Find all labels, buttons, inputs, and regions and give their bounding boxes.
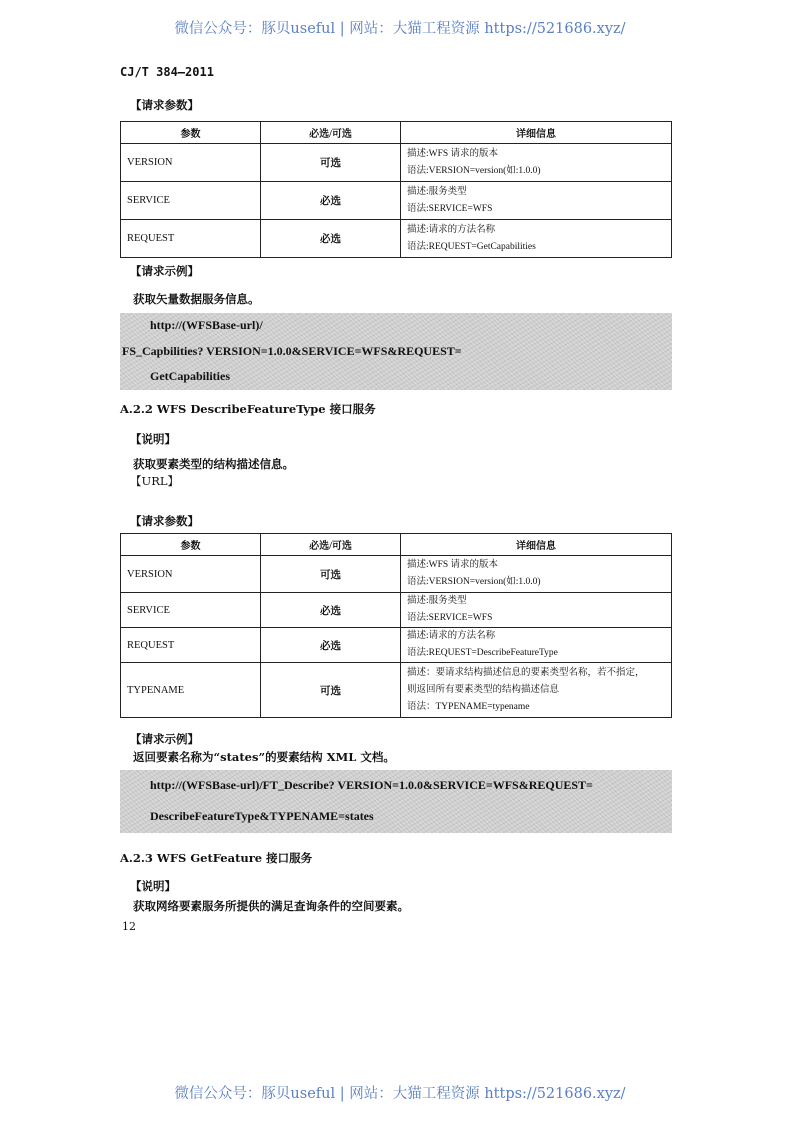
param-required: 必选: [261, 182, 401, 220]
params-table-2: [120, 533, 672, 718]
param-required: 必选: [261, 628, 401, 663]
header-required: 必选/可选: [261, 534, 401, 556]
table-row: [121, 593, 672, 628]
param-syntax: 语法:SERVICE=WFS: [407, 613, 493, 623]
page-number: 12: [122, 920, 136, 933]
param-name: REQUEST: [121, 220, 261, 258]
param-name: VERSION: [121, 144, 261, 182]
table-row: [121, 182, 672, 220]
code-line: http://(WFSBase-url)/: [150, 318, 263, 332]
param-syntax: 语法:SERVICE=WFS: [407, 203, 493, 214]
param-desc: 描述:请求的方法名称: [407, 224, 496, 235]
example-label-1: 【请求示例】: [130, 264, 199, 278]
param-desc: 描述:服务类型: [407, 186, 467, 197]
param-detail: [401, 663, 672, 718]
param-desc: 则返回所有要素类型的结构描述信息: [407, 684, 560, 695]
url-label: 【URL】: [130, 474, 179, 488]
header-param: 参数: [121, 534, 261, 556]
table-header-row: [121, 122, 672, 144]
param-syntax: 语法:VERSION=version(如:1.0.0): [407, 165, 541, 176]
param-name: SERVICE: [121, 593, 261, 628]
param-required: 必选: [261, 593, 401, 628]
param-required: 必选: [261, 220, 401, 258]
watermark-bottom: 微信公众号：豚贝useful | 网站：大猫工程资源 https://521686.xyz/: [174, 1086, 626, 1102]
param-detail: [401, 556, 672, 593]
param-syntax: 语法:REQUEST=DescribeFeatureType: [407, 648, 558, 658]
header-required: 必选/可选: [261, 122, 401, 144]
params-label-1: 【请求参数】: [130, 98, 199, 112]
param-desc: 描述:请求的方法名称: [407, 631, 496, 641]
desc-label-3: 【说明】: [130, 879, 176, 893]
section-heading-a22: A.2.2 WFS DescribeFeatureType 接口服务: [120, 402, 376, 416]
param-desc: 描述:WFS 请求的版本: [407, 560, 499, 570]
params-table-1: [120, 121, 672, 258]
code-block-2: [120, 770, 672, 833]
desc-label-2: 【说明】: [130, 432, 176, 446]
example-label-2: 【请求示例】: [130, 732, 199, 746]
desc-text-2: 获取要素类型的结构描述信息。: [133, 457, 294, 471]
param-required: 可选: [261, 663, 401, 718]
param-required: 可选: [261, 556, 401, 593]
standard-code: CJ/T 384—2011: [120, 65, 214, 79]
param-syntax: 语法:VERSION=version(如:1.0.0): [407, 577, 541, 587]
param-detail: [401, 593, 672, 628]
code-line: FS_Capbilities? VERSION=1.0.0&SERVICE=WFS&REQUEST=: [122, 344, 462, 358]
param-detail: [401, 628, 672, 663]
param-desc: 描述:WFS 请求的版本: [407, 148, 499, 159]
param-syntax: 语法:REQUEST=GetCapabilities: [407, 241, 536, 252]
params-label-2: 【请求参数】: [130, 514, 199, 528]
param-name: TYPENAME: [121, 663, 261, 718]
table-row: [121, 663, 672, 718]
param-detail: [401, 144, 672, 182]
example-text-2: 返回要素名称为“states”的要素结构 XML 文档。: [133, 750, 395, 764]
param-syntax: 语法：TYPENAME=typename: [407, 701, 530, 712]
table-row: [121, 556, 672, 593]
table-row: [121, 220, 672, 258]
example-text-1: 获取矢量数据服务信息。: [133, 292, 260, 306]
param-required: 可选: [261, 144, 401, 182]
desc-text-3: 获取网络要素服务所提供的满足查询条件的空间要素。: [133, 899, 409, 913]
param-desc: 描述:服务类型: [407, 596, 467, 606]
code-block-1: [120, 313, 672, 390]
watermark-top: 微信公众号：豚贝useful | 网站：大猫工程资源 https://521686.xyz/: [174, 21, 626, 37]
param-name: VERSION: [121, 556, 261, 593]
param-desc: 描述：要请求结构描述信息的要素类型名称，若不指定，: [407, 667, 645, 678]
code-line: DescribeFeatureType&TYPENAME=states: [150, 809, 374, 823]
header-detail: 详细信息: [401, 122, 672, 144]
header-detail: 详细信息: [401, 534, 672, 556]
section-heading-a23: A.2.3 WFS GetFeature 接口服务: [120, 851, 313, 865]
param-name: REQUEST: [121, 628, 261, 663]
table-row: [121, 628, 672, 663]
table-header-row: [121, 534, 672, 556]
param-name: SERVICE: [121, 182, 261, 220]
param-detail: [401, 220, 672, 258]
header-param: 参数: [121, 122, 261, 144]
code-line: GetCapabilities: [150, 369, 230, 383]
table-row: [121, 144, 672, 182]
code-line: http://(WFSBase-url)/FT_Describe? VERSION=1.0.0&SERVICE=WFS&REQUEST=: [150, 778, 593, 792]
param-detail: [401, 182, 672, 220]
